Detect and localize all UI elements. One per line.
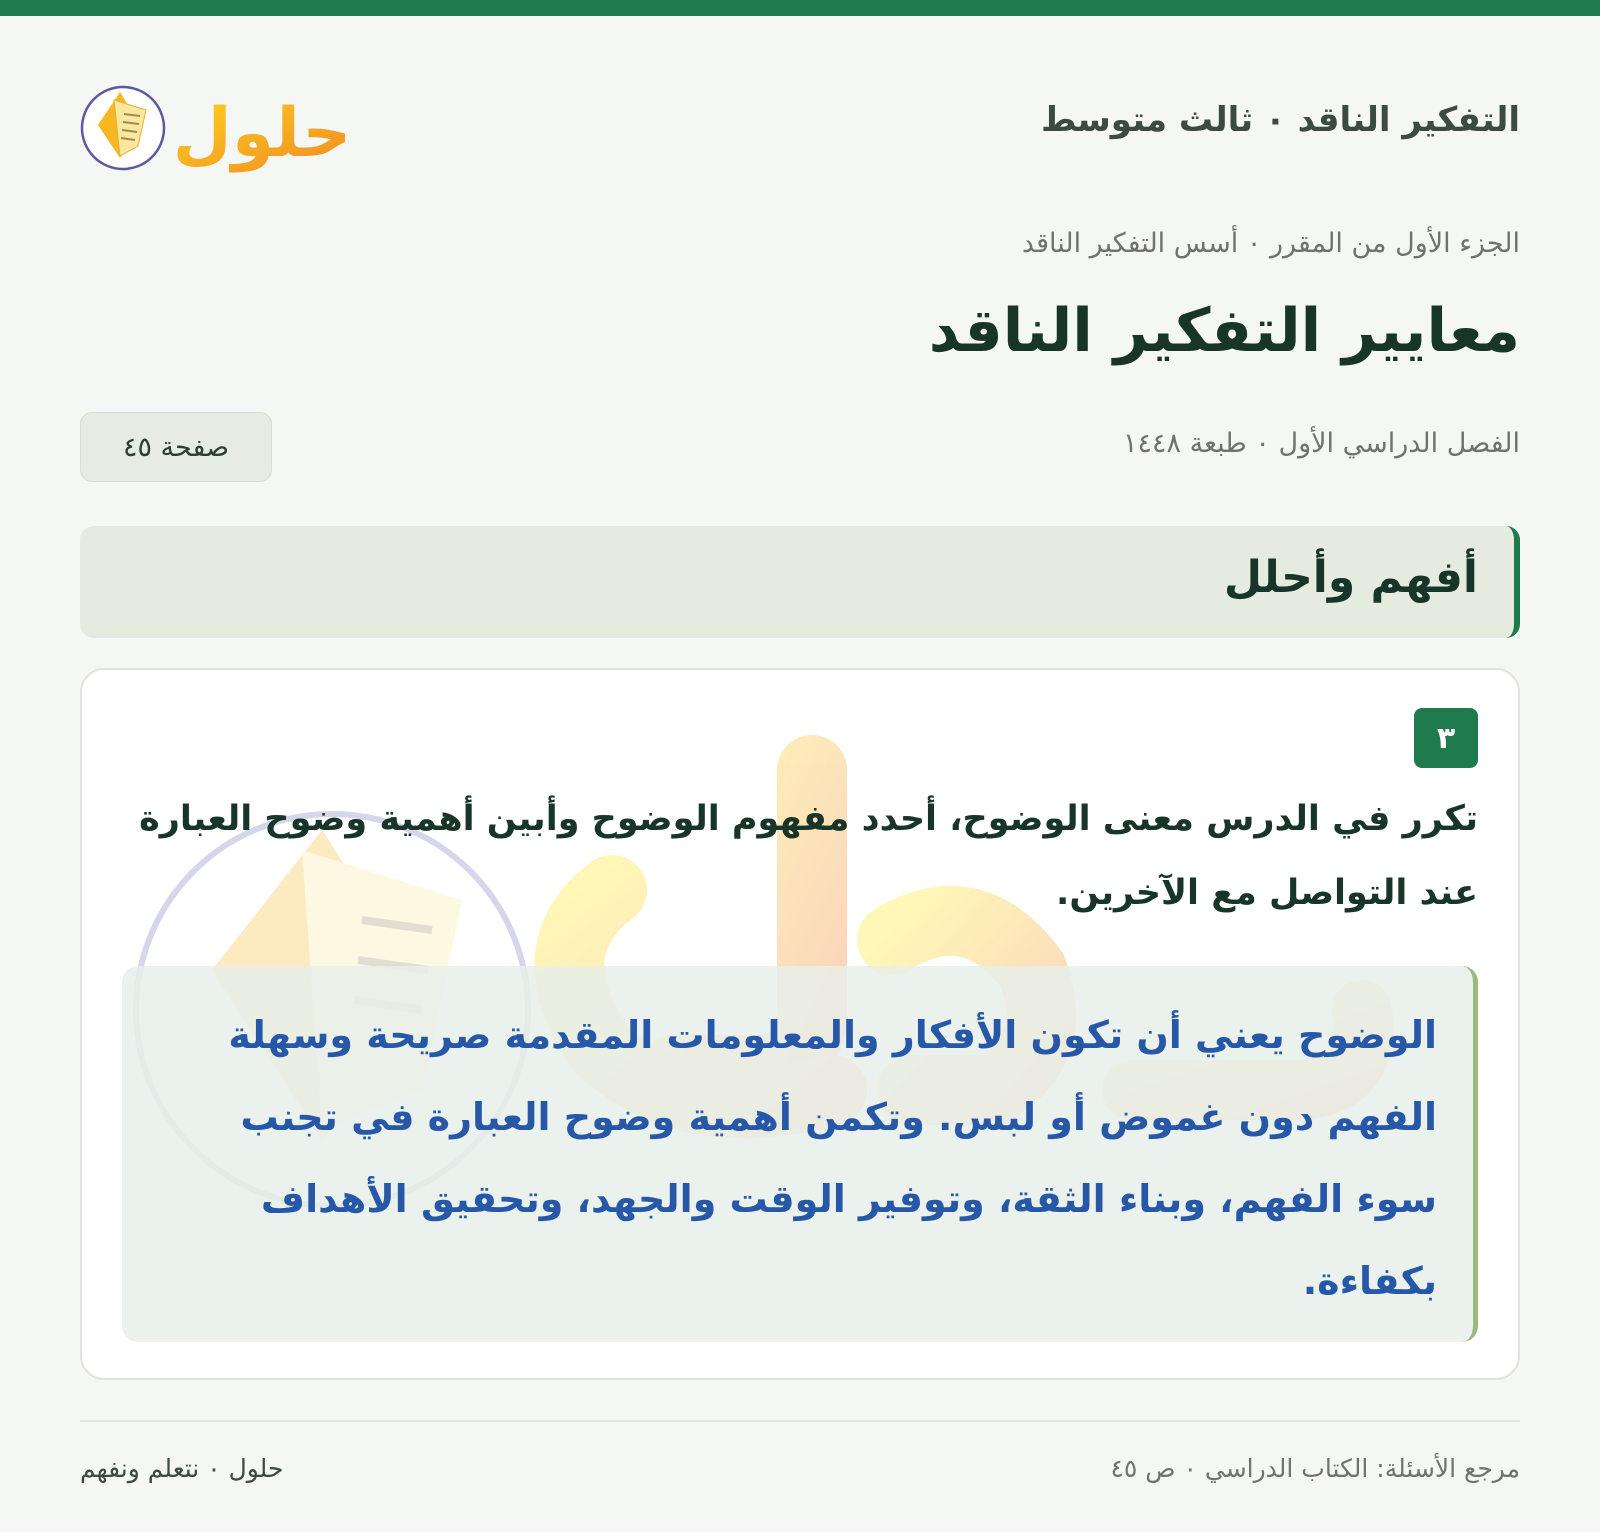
footer-brand: حلول ٠ نتعلم ونفهم xyxy=(80,1454,284,1483)
term-edition-line: الفصل الدراسي الأول ٠ طبعة ١٤٤٨ xyxy=(1123,428,1520,459)
question-text: تكرر في الدرس معنى الوضوح، أحدد مفهوم الوضوح وأبين أهمية وضوح العبارة عند التواصل مع الآخرين. xyxy=(139,799,1478,913)
logo-emblem-icon xyxy=(80,70,360,180)
svg-text:حلول: حلول xyxy=(172,94,352,173)
section-title: أفهم وأحلل xyxy=(1223,552,1478,603)
footer-reference: مرجع الأسئلة: الكتاب الدراسي ٠ ص ٤٥ xyxy=(1110,1454,1520,1483)
page-number-badge: صفحة ٤٥ xyxy=(80,412,272,482)
top-accent-bar xyxy=(0,0,1600,16)
page-header xyxy=(80,70,1520,180)
answer-box xyxy=(122,966,1478,1342)
lesson-title: معايير التفكير الناقد xyxy=(928,296,1520,366)
answer-text: الوضوح يعني أن تكون الأفكار والمعلومات المقدمة صريحة وسهلة الفهم دون غموض أو لبس. وتكمن أهمية وضوح العبارة في تجنب سوء الفهم، وبناء الثقة، وتوفير الوقت والجهد، وتحقيق الأهداف بكفاءة. xyxy=(228,1013,1437,1303)
course-title: التفكير الناقد ٠ ثالث متوسط xyxy=(1040,100,1520,140)
question-card xyxy=(80,668,1520,1380)
question-number-badge: ٣ xyxy=(1414,708,1478,768)
part-subtitle: الجزء الأول من المقرر ٠ أسس التفكير الناقد xyxy=(1021,228,1520,259)
footer-divider xyxy=(80,1420,1520,1422)
hulul-logo[interactable] xyxy=(80,70,360,180)
section-header xyxy=(80,526,1520,638)
